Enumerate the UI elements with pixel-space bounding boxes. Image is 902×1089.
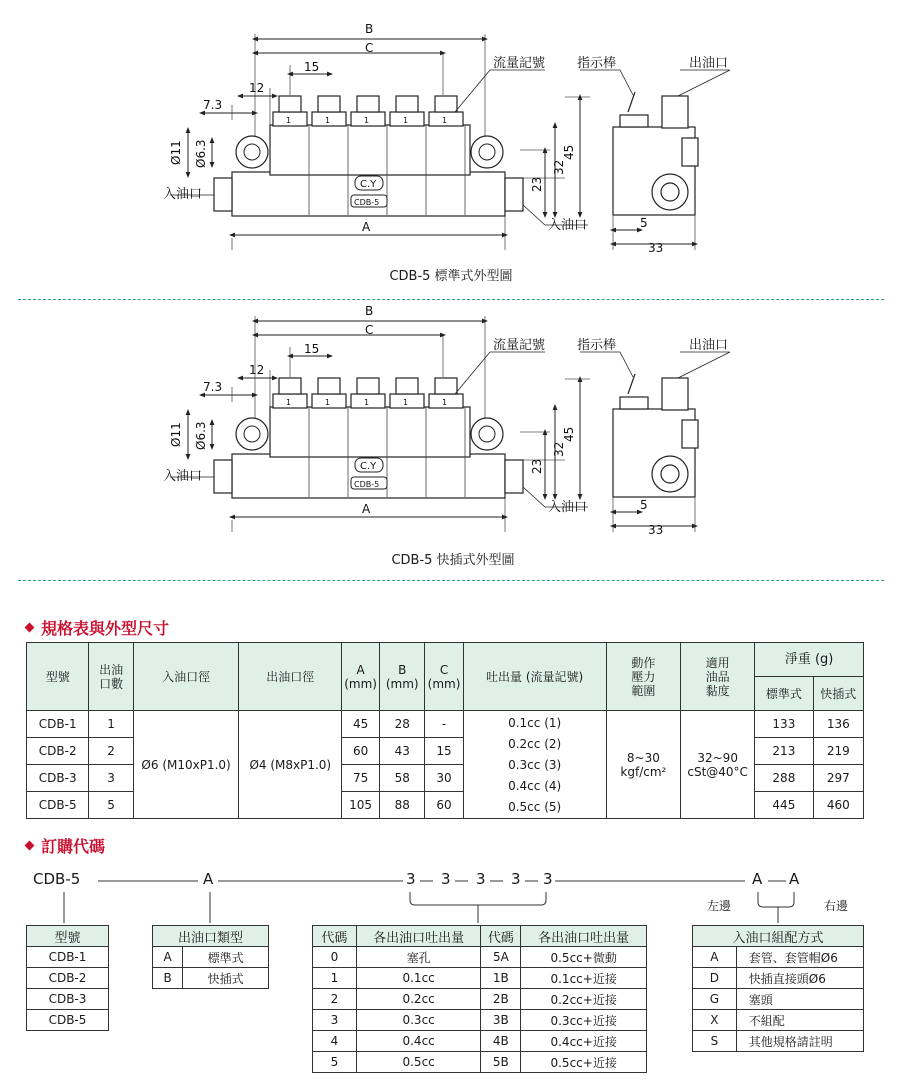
dim-15-label: 15 [304,60,320,74]
dim-c-label: C [365,323,374,337]
cell-outlets: 2 [89,738,133,765]
table-cell: 4B [481,1031,521,1052]
output-table-header: 代碼 [313,926,357,947]
output-line: 0.2cc (2) [508,737,562,751]
table-cell: X [693,1010,737,1031]
dim-12-label: 12 [249,81,265,95]
cell-c: 30 [425,765,463,792]
dim-45-label: 45 [562,426,576,442]
model-label: CDB-5 [354,198,380,207]
output-line: 0.3cc (3) [508,758,562,772]
caption-quick: CDB-5 快插式外型圖 [391,553,515,568]
table-cell: 0.1cc [356,968,481,989]
cell-a: 105 [342,792,380,819]
code-inlet-right: A [789,870,800,888]
table-cell: 0.4cc+近接 [521,1031,647,1052]
flow-mark: 1 [442,398,448,407]
th-viscosity: 適用油品黏度 [681,643,755,711]
flow-mark: 1 [286,398,292,407]
output-line: 0.5cc (5) [508,800,562,814]
type-table-header: 出油口類型 [153,926,269,947]
table-cell: 標準式 [183,947,269,968]
th-model: 型號 [27,643,89,711]
table-cell: G [693,989,737,1010]
dim-d11-label: Ø11 [169,422,183,447]
table-cell: S [693,1031,737,1052]
th-c: C (mm) [425,643,463,711]
output-table [312,925,647,1073]
table-cell: B [153,968,183,989]
table-row [27,711,864,738]
dim-5-label: 5 [640,216,648,230]
table-row [313,968,647,989]
table-cell: 0.5cc+近接 [521,1052,647,1073]
table-cell: A [153,947,183,968]
table-cell: CDB-1 [27,947,109,968]
cell-outlets: 1 [89,711,133,738]
code-output-digit: 3 [476,870,486,888]
cell-a: 75 [342,765,380,792]
inlet-right-label: 入油口 [548,218,588,233]
table-cell: 0.1cc+近接 [521,968,647,989]
flow-mark-label: 流量記號 [493,338,546,353]
table-cell: 5 [313,1052,357,1073]
right-side-label: 右邊 [824,899,849,913]
model-table [26,925,109,1031]
indicator-rod-label: 指示棒 [577,338,617,353]
type-table [152,925,269,989]
table-cell: 0.5cc [356,1052,481,1073]
cell-weight-quick: 297 [813,765,863,792]
left-side-label: 左邊 [707,899,732,913]
table-cell: 不組配 [736,1010,863,1031]
th-b: B (mm) [380,643,425,711]
table-cell: 5A [481,947,521,968]
table-cell: 塞頭 [736,989,863,1010]
th-output: 吐出量 (流量記號) [463,643,606,711]
th-weight-quick: 快插式 [813,677,863,711]
model-label: CDB-5 [354,480,380,489]
dim-7.3-label: 7.3 [203,98,223,112]
flow-mark: 1 [325,116,331,125]
dim-45-label: 45 [562,144,576,160]
cell-pressure: 8~30 kgf/cm² [606,711,681,819]
diamond-icon [25,623,35,633]
table-row [27,989,109,1010]
spec-section-title [26,616,169,639]
dim-33-label: 33 [648,523,664,537]
cell-b: 28 [380,711,425,738]
table-cell: 快插直接頭Ø6 [736,968,863,989]
dim-d11-label: Ø11 [169,140,183,165]
flow-mark: 1 [364,116,370,125]
table-row [693,1031,864,1052]
dim-b-label: B [365,22,374,36]
dim-23-label: 23 [530,458,544,474]
table-cell: 0.2cc [356,989,481,1010]
cell-outlet: Ø4 (M8xP1.0) [239,711,342,819]
cell-weight-quick: 219 [813,738,863,765]
cell-model: CDB-2 [27,738,89,765]
table-row [27,947,109,968]
th-weight: 淨重 (g) [755,643,864,677]
table-row [313,1052,647,1073]
table-cell: D [693,968,737,989]
table-cell: 2B [481,989,521,1010]
table-cell: 塞孔 [356,947,481,968]
th-outlets: 出油口數 [89,643,133,711]
cell-weight-standard: 445 [755,792,813,819]
table-cell: 0.3cc+近接 [521,1010,647,1031]
model-table-header: 型號 [27,926,109,947]
code-inlet-left: A [752,870,763,888]
table-cell: 1B [481,968,521,989]
dim-a-label: A [362,220,371,234]
cell-b: 88 [380,792,425,819]
table-cell: 3B [481,1010,521,1031]
table-cell: 5B [481,1052,521,1073]
table-cell: 其他規格請註明 [736,1031,863,1052]
table-row [313,1010,647,1031]
code-model: CDB-5 [33,870,81,888]
dim-7.3-label: 7.3 [203,380,223,394]
dim-12-label: 12 [249,363,265,377]
diagram-quick [0,282,902,577]
code-output-digit: 3 [441,870,451,888]
table-cell: 套管、套管帽Ø6 [736,947,863,968]
dim-33-label: 33 [648,241,664,255]
inlet-left-label: 入油口 [163,187,203,202]
table-cell: 快插式 [183,968,269,989]
table-cell: 1 [313,968,357,989]
spec-title-text: 規格表與外型尺寸 [41,619,170,638]
outlet-label: 出油口 [689,56,729,71]
table-row [153,968,269,989]
side-view [613,92,698,215]
table-row [313,1031,647,1052]
outlet-label: 出油口 [689,338,729,353]
flow-mark: 1 [403,398,409,407]
order-title-text: 訂購代碼 [41,837,106,856]
dim-32-label: 32 [552,441,566,457]
table-cell: A [693,947,737,968]
table-row [27,968,109,989]
th-weight-standard: 標準式 [755,677,813,711]
table-row [27,1010,109,1031]
inlet-right-label: 入油口 [548,500,588,515]
brand-label: C.Y [360,461,377,472]
dim-a-label: A [362,502,371,516]
dim-15-label: 15 [304,342,320,356]
cell-weight-standard: 133 [755,711,813,738]
table-cell: 4 [313,1031,357,1052]
dim-d6.3-label: Ø6.3 [194,139,208,168]
cell-viscosity: 32~90 cSt@40°C [681,711,755,819]
cell-b: 58 [380,765,425,792]
cell-outlets: 5 [89,792,133,819]
brand-label: C.Y [360,179,377,190]
table-row [313,947,647,968]
cell-model: CDB-3 [27,765,89,792]
order-code-connectors [0,860,902,935]
table-cell: 3 [313,1010,357,1031]
table-cell: CDB-3 [27,989,109,1010]
code-output-digit: 3 [406,870,416,888]
cell-weight-standard: 213 [755,738,813,765]
cell-weight-standard: 288 [755,765,813,792]
code-output-digit: 3 [543,870,553,888]
inlet-table-header: 入油口組配方式 [693,926,864,947]
flow-mark: 1 [325,398,331,407]
table-row [693,989,864,1010]
table-cell: CDB-5 [27,1010,109,1031]
output-table-header: 各出油口吐出量 [521,926,647,947]
table-cell: 0.3cc [356,1010,481,1031]
th-inlet: 入油口徑 [133,643,239,711]
cell-inlet: Ø6 (M10xP1.0) [133,711,239,819]
inlet-table [692,925,864,1052]
table-cell: 2 [313,989,357,1010]
dim-32-label: 32 [552,159,566,175]
diamond-icon [25,841,35,851]
diagram-standard [0,0,902,295]
caption-standard: CDB-5 標準式外型圖 [389,269,513,284]
table-row [693,947,864,968]
cell-model: CDB-5 [27,792,89,819]
flow-mark: 1 [286,116,292,125]
flow-mark-label: 流量記號 [493,56,546,71]
table-cell: 0.2cc+近接 [521,989,647,1010]
dim-5-label: 5 [640,498,648,512]
cell-b: 43 [380,738,425,765]
dim-b-label: B [365,304,374,318]
dim-23-label: 23 [530,176,544,192]
output-line: 0.1cc (1) [508,716,562,730]
dim-d6.3-label: Ø6.3 [194,421,208,450]
output-line: 0.4cc (4) [508,779,562,793]
cell-outlets: 3 [89,765,133,792]
flow-mark: 1 [364,398,370,407]
dim-c-label: C [365,41,374,55]
spec-table [26,642,864,819]
cell-weight-quick: 136 [813,711,863,738]
table-row [693,968,864,989]
th-outlet: 出油口徑 [239,643,342,711]
flow-mark: 1 [442,116,448,125]
indicator-rod-label: 指示棒 [577,56,617,71]
code-output-digit: 3 [511,870,521,888]
cell-weight-quick: 460 [813,792,863,819]
side-view [613,374,698,497]
code-type: A [203,870,214,888]
cell-output [463,711,606,819]
inlet-left-label: 入油口 [163,469,203,484]
table-row [693,1010,864,1031]
output-table-header: 各出油口吐出量 [356,926,481,947]
divider [18,580,884,581]
th-pressure: 動作壓力範圍 [606,643,681,711]
cell-c: - [425,711,463,738]
cell-model: CDB-1 [27,711,89,738]
cell-a: 60 [342,738,380,765]
cell-c: 15 [425,738,463,765]
table-cell: CDB-2 [27,968,109,989]
order-section-title [26,834,105,857]
table-row [313,989,647,1010]
table-row [153,947,269,968]
cell-c: 60 [425,792,463,819]
output-table-header: 代碼 [481,926,521,947]
th-a: A (mm) [342,643,380,711]
table-cell: 0 [313,947,357,968]
table-cell: 0.5cc+微動 [521,947,647,968]
flow-mark: 1 [403,116,409,125]
cell-a: 45 [342,711,380,738]
table-cell: 0.4cc [356,1031,481,1052]
